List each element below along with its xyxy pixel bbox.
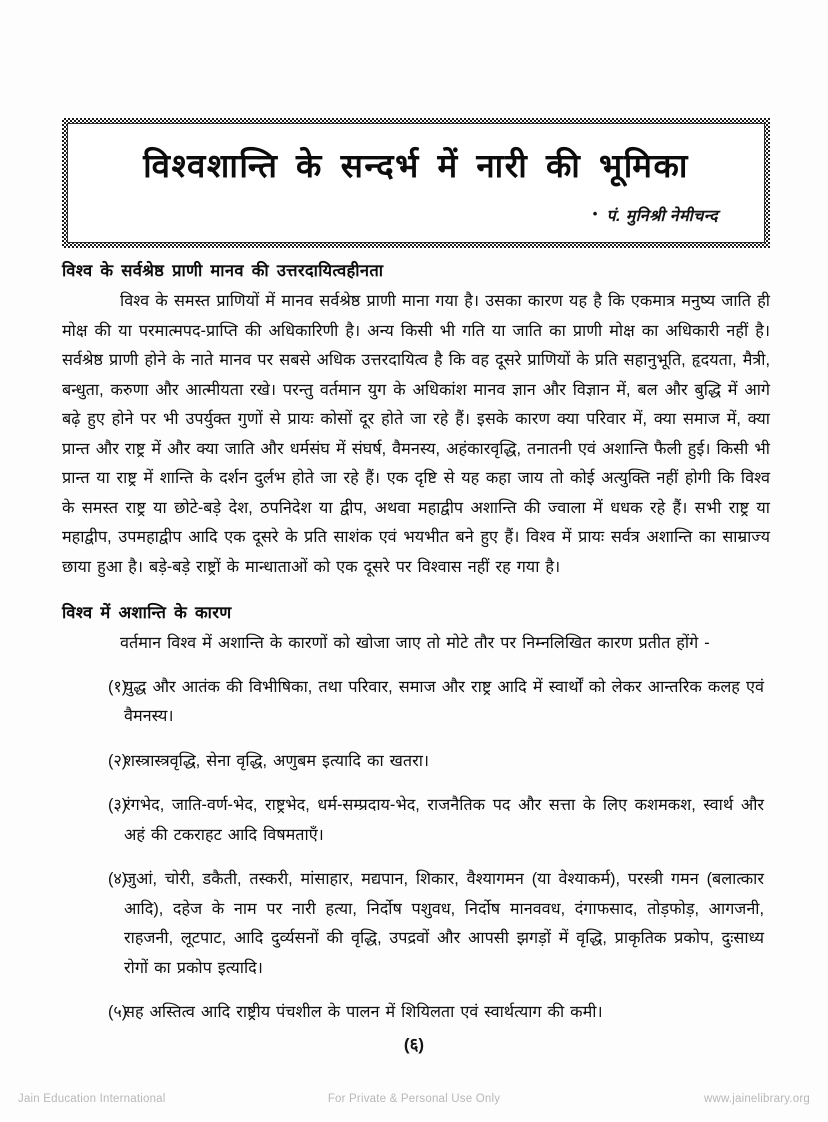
- list-item-text: शस्त्रास्त्रवृद्धि, सेना वृद्धि, अणुबम इत्यादि का खतरा।: [124, 751, 430, 770]
- list-item-number: (५): [108, 1003, 128, 1021]
- list-item-number: (३): [108, 796, 128, 814]
- page-number: (६): [403, 1035, 425, 1054]
- title-box: [62, 118, 770, 248]
- list-item: [62, 791, 770, 850]
- list-item: [62, 673, 770, 732]
- section-paragraph-1: विश्व के समस्त प्राणियों में मानव सर्वश्रेष्ठ प्राणी माना गया है। उसका कारण यह है कि एकमात्र मनुष्य जाति ही मोक्ष की या परमात्मपद-प्राप्ति की अधिकारिणी है। अन्य किसी भी गति या जाति का प्राणी मोक्ष का अधिकारी नहीं है। सर्वश्रेष्ठ प्राणी होने के नाते मानव पर सबसे अधिक उत्तरदायित्व है कि वह दूसरे प्राणियों के प्रति सहानुभूति, हृदयता, मैत्री, बन्धुता, करुणा और आत्मीयता रखे। परन्तु वर्तमान युग के अधिकांश मानव ज्ञान और विज्ञान में, बल और बुद्धि में आगे बढ़े हुए होने पर भी उपर्युक्त गुणों से प्रायः कोसों दूर होते जा रहे हैं। इसके कारण क्या परिवार में, क्या समाज में, क्या प्रान्त और राष्ट्र में और क्या जाति और धर्मसंघ में संघर्ष, वैमनस्य, अहंकारवृद्धि, तनातनी एवं अशान्ति फैली हुई। किसी भी प्रान्त या राष्ट्र में शान्ति के दर्शन दुर्लभ होते जा रहे हैं। एक दृष्टि से यह कहा जाय तो कोई अत्युक्ति नहीं होगी कि विश्व के समस्त राष्ट्र या छोटे-बड़े देश, ठपनिदेश या द्वीप, अथवा महाद्वीप अशान्ति की ज्वाला में धधक रहे हैं। सभी राष्ट्र या महाद्वीप, उपमहाद्वीप आदि एक दूसरे के प्रति साशंक एवं भयभीत बने हुए हैं। विश्व में प्रायः सर्वत्र अशान्ति का साम्राज्य छाया हुआ है। बड़े-बड़े राष्ट्रों के मान्धाताओं को एक दूसरे पर विश्वास नहीं रह गया है।: [62, 292, 770, 576]
- page-title: विश्वशान्ति के सन्दर्भ में नारी की भूमिका: [143, 147, 689, 184]
- list-item-text: सह अस्तित्व आदि राष्ट्रीय पंचशील के पालन में शियिलता एवं स्वार्थत्याग की कमी।: [124, 1003, 603, 1021]
- title-box-inner-border: [67, 123, 765, 243]
- list-item-text: रंगभेद, जाति-वर्ण-भेद, राष्ट्रभेद, धर्म-सम्प्रदाय-भेद, राजनैतिक पद और सत्ता के लिए कशमकश, स्वार्थ और अहं की टकराहट आदि विषमताएँ।: [124, 796, 764, 844]
- list-item: [62, 998, 770, 1028]
- list-item-text: जुआं, चोरी, डकैती, तस्करी, मांसाहार, मद्यपान, शिकार, वैश्यागमन (या वेश्याकर्म), परस्त्री गमन (बलात्कार आदि), दहेज के नाम पर नारी हत्या, निर्दोष पशुवध, निर्दोष मानववध, दंगाफसाद, तोड़फोड़, आगजनी, राहजनी, लूटपाट, आदि दुर्व्यसनों की वृद्धि, उपद्रवों और आपसी झगड़ों में वृद्धि, प्राकृतिक प्रकोप, दुःसाध्य रोगों का प्रकोप इत्यादि।: [124, 870, 764, 977]
- footer-usage-notice: For Private & Personal Use Only: [327, 1093, 501, 1105]
- list-item: [62, 865, 770, 983]
- list-item-text: युद्ध और आतंक की विभीषिका, तथा परिवार, समाज और राष्ट्र आदि में स्वार्थों को लेकर आन्तरिक कलह एवं वैमनस्य।: [124, 677, 764, 725]
- author-line: [593, 204, 718, 226]
- footer-publisher: Jain Education International: [18, 1093, 166, 1105]
- list-item-number: (१): [108, 677, 128, 696]
- section-heading-2: विश्व में अशान्ति के कारण: [62, 604, 232, 622]
- bullet-icon: •: [592, 206, 598, 221]
- section-paragraph-2: वर्तमान विश्व में अशान्ति के कारणों को खोजा जाए तो मोटे तौर पर निम्नलिखित कारण प्रतीत होंगे -: [120, 634, 710, 652]
- list-item-number: (२): [108, 751, 128, 770]
- author-name: पं. मुनिश्री नेमीचन्द: [606, 208, 718, 225]
- list-item-number: (४): [108, 870, 128, 888]
- document-body: [62, 258, 770, 1043]
- page-footer: [0, 1088, 828, 1110]
- list-item: [62, 747, 770, 777]
- causes-list: [62, 673, 770, 1028]
- section-heading-1: विश्व के सर्वश्रेष्ठ प्राणी मानव की उत्तरदायित्वहीनता: [62, 262, 384, 280]
- footer-website-link[interactable]: www.jainelibrary.org: [703, 1093, 810, 1105]
- spacer: [62, 582, 770, 600]
